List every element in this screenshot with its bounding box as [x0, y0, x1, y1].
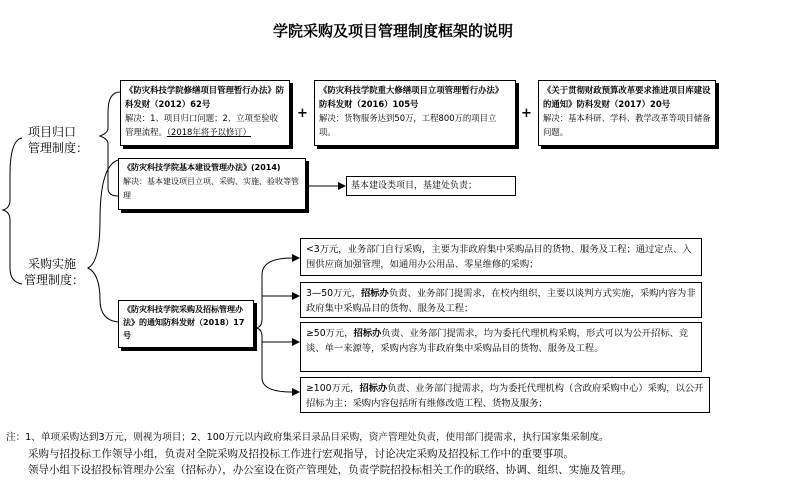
doc-title: 《防灾科技学院基本建设管理办法》(2014): [123, 163, 281, 172]
project-section-label: [28, 124, 98, 156]
footnote-1: 注：1、单项采购达到3万元，则视为项目；2、100万元以内政府集采目录品目采购，资产管理处负责，使用部门提需求，执行国家集采制度。: [6, 432, 609, 443]
doc-box-procurement-measures: [118, 300, 254, 348]
doc-title: 《防灾科技学院重大修缮项目立项管理暂行办法》防科发财（2016）105号: [319, 85, 504, 109]
rules-brace: [257, 258, 292, 392]
capital-construction-note-text: 基本建设类项目，基建处负责；: [351, 181, 478, 191]
doc-desc: 解决：基本建设项目立项、采购、实施、验收等管理: [123, 177, 299, 200]
rule-text-post: 负责、业务部门提需求，在校内组织，主要以谈判方式实施，采购内容为非政府集中采购品目的货物、服务及工程；: [306, 288, 696, 314]
rule-over-500k: [300, 322, 702, 372]
doc-box-repair-measures: [120, 80, 290, 146]
rule-text-pre: 3—50万元，: [306, 288, 361, 299]
rule-text-post: 负责、业务部门提需求，均为委托代理机构（含政府采购中心）采购，以公开招标为主；采购内容包括所有维修改造工程、货物及服务；: [306, 383, 704, 409]
project-brace: [100, 92, 120, 196]
rule-over-1m: [300, 377, 710, 413]
rule-under-30k: [300, 238, 702, 276]
outer-brace: [3, 138, 22, 284]
rule-text-pre: ≥50万元，: [306, 328, 354, 339]
rule-text-bold: 招标办: [353, 328, 382, 339]
purchase-brace: [88, 160, 118, 322]
doc-box-major-repair: [314, 80, 516, 146]
plus-sign-1: +: [297, 106, 308, 121]
doc-desc: [121, 111, 289, 139]
doc-desc-revision: （2018年将予以修订）: [166, 127, 251, 137]
plus-sign-2: +: [521, 106, 532, 121]
project-label-line2: 管理制度：: [28, 141, 89, 155]
footnote-2: 采购与招投标工作领导小组，负责对全院采购及招投标工作进行宏观指导，讨论决定采购及招投标工作中的重要事项。: [28, 448, 574, 460]
page-title: 学院采购及项目管理制度框架的说明: [272, 22, 513, 40]
purchase-label-line2: 管理制度：: [24, 273, 85, 287]
project-label-line1: 项目归口: [28, 125, 77, 139]
capital-construction-note: [346, 176, 516, 196]
rule-text-bold: 招标办: [359, 383, 388, 394]
rule-text-pre: <3万元，业务部门自行采购，主要为非政府集中采购品目的货物、服务及工程；通过定点、入围供应商加强管理，如通用办公用品、零星维修的采购；: [306, 244, 692, 270]
doc-title: 《防灾科技学院修缮项目管理暂行办法》防科发财（2012）62号: [125, 85, 285, 109]
doc-title: 《关于贯彻财政预算改革要求推进项目库建设的通知》防科发财（2017）20号: [543, 85, 711, 109]
doc-desc-text: 解决：1、项目归口问题；2、立项至验收管理流程。: [125, 113, 279, 137]
purchase-label-line1: 采购实施: [28, 257, 77, 271]
doc-desc: 解决：基本科研、学科、教学改革等项目储备问题。: [543, 113, 711, 137]
rule-30k-to-500k: [300, 282, 702, 318]
doc-box-project-library: [538, 80, 716, 146]
doc-title: 《防灾科技学院采购及招标管理办法》的通知防科发财（2018）17号: [123, 305, 245, 340]
footnote-3: 领导小组下设招投标管理办公室（招标办），办公室设在资产管理处，负责学院招投标相关工作的联络、协调、组织、实施及管理。: [28, 464, 632, 476]
rule-text-pre: ≥100万元，: [306, 383, 360, 394]
rule-text-bold: 招标办: [360, 288, 389, 299]
purchase-section-label: [24, 256, 94, 288]
doc-box-capital-construction: [118, 158, 306, 210]
doc-desc: 解决：货物服务达到50万，工程800万的项目立项。: [319, 113, 497, 137]
rule-text-post: 负责、业务部门提需求，均为委托代理机构采购，形式可以为公开招标、竞谈、单一来源等，采购内容为非政府集中采购品目的货物、服务及工程。: [306, 328, 689, 354]
